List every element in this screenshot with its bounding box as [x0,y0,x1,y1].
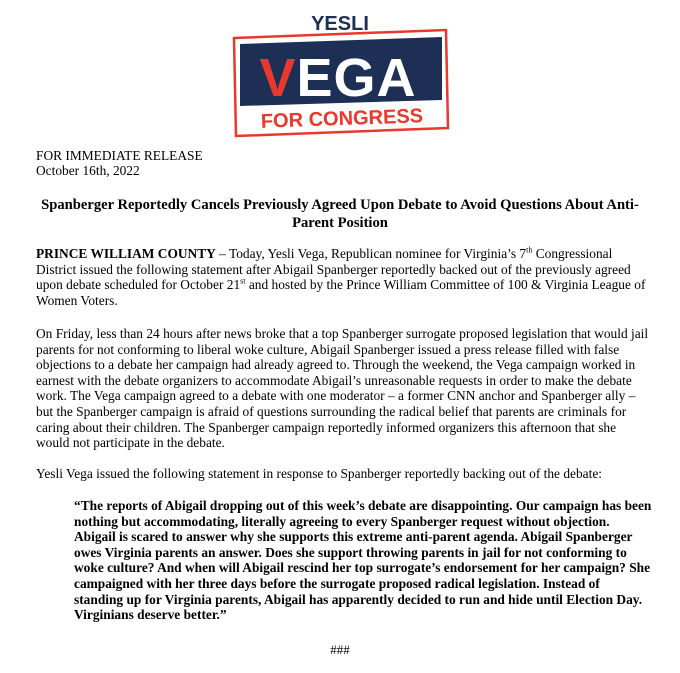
intro-text-c: and hosted by the Prince William Committee of 100 & Virginia League of Women Voters. [36,277,646,308]
campaign-logo [230,8,452,148]
release-date: October 16th, 2022 [36,163,140,178]
logo-ega: EGA [296,48,417,108]
end-mark: ### [330,642,350,657]
logo-surname [259,48,416,108]
intro-sup-b: st [240,276,246,286]
statement-intro-paragraph: Yesli Vega issued the following statement in response to Spanberger reportedly backing out of the debate: [36,466,603,481]
background-paragraph: On Friday, less than 24 hours after news broke that a top Spanberger surrogate proposed legislation that would jail parents for not conforming to liberal woke culture, Abigail Spanberger issued a press release filled with false objections to a debate her campaign had already agreed to. Through the weekend, the Vega campaign worked in earnest with the debate organizers to accommodate Abigail’s unreasonable requests in order to make the debate work. The Vega campaign agreed to a debate with one moderator – a former CNN anchor and Spanberger ally – but the Spanberger campaign is afraid of questions surrounding the radical belief that parents are criminals for caring about their children. The Spanberger campaign reportedly informed organizers this afternoon that she would not participate in the debate. [36,326,649,451]
release-label: FOR IMMEDIATE RELEASE [36,148,203,163]
release-dateline [36,148,203,178]
dateline-location: PRINCE WILLIAM COUNTY [36,246,216,261]
candidate-quote: “The reports of Abigail dropping out of this week’s debate are disappointing. Our campaign has been nothing but accommodating, literally agreeing to every Spanberger request without objection. Abigail is scared to answer why she supports this extreme anti-parent agenda. Abigail Spanberger owes Virginia parents an answer. Does she support throwing parents in jail for not conforming to woke culture? And when will Abigail rescind her top surrogate’s endorsement for her campaign? She campaigned with her three days before the surrogate proposed radical legislation. Instead of standing up for Virginia parents, Abigail has apparently decided to run and hide until Election Day. Virginians deserve better.” [74,498,652,623]
intro-text-b: Congressional District issued the following statement after Abigail Spanberger reportedly backed out of the previously agreed upon debate scheduled for October 21 [36,246,631,293]
logo-tagline: FOR CONGRESS [260,105,424,133]
intro-text-a: – Today, Yesli Vega, Republican nominee for Virginia’s 7 [215,246,527,261]
headline: Spanberger Reportedly Cancels Previously Agreed Upon Debate to Avoid Questions About Anti-Parent Position [41,197,639,231]
logo-first-name: YESLI [311,13,369,35]
intro-paragraph [36,246,652,308]
intro-sup-a: th [526,245,533,255]
logo-v: V [259,48,297,108]
